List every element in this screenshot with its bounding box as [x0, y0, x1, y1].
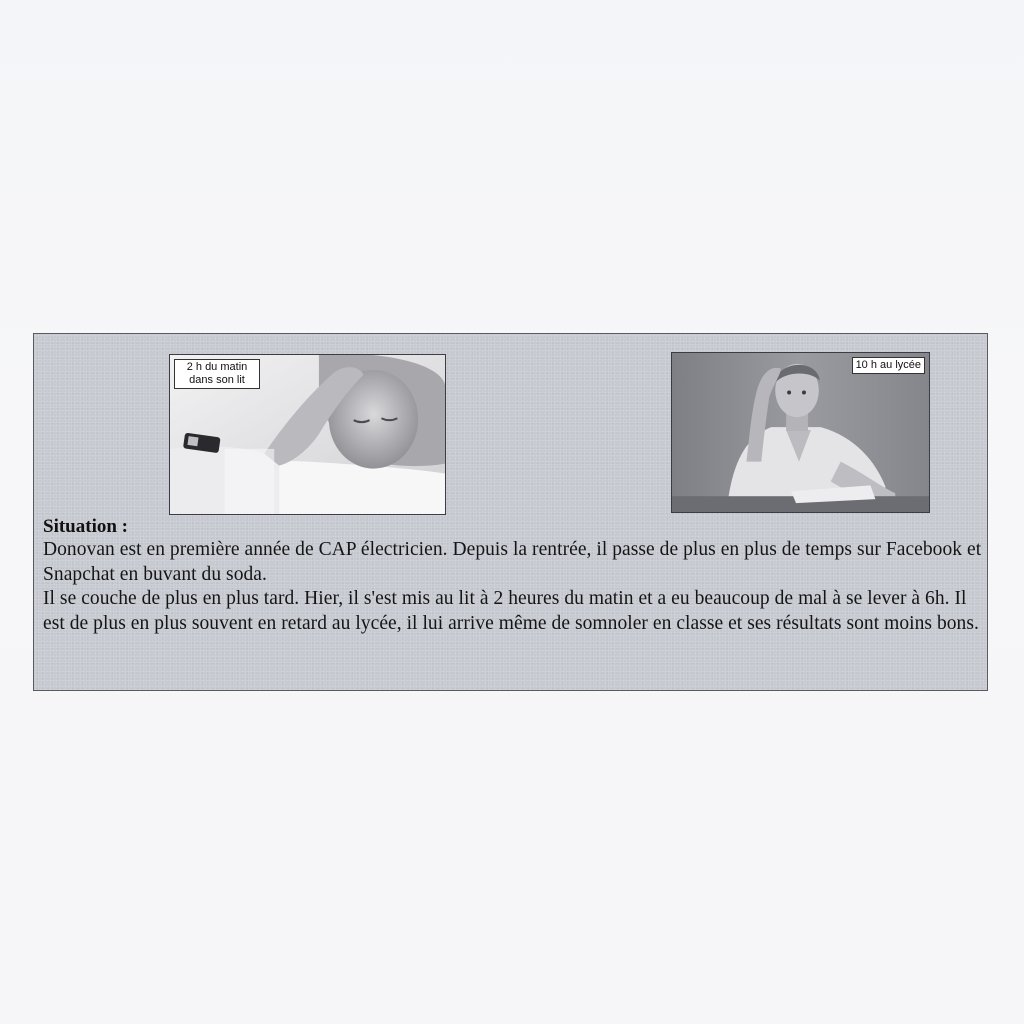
situation-box — [33, 333, 988, 691]
situation-title: Situation : — [43, 516, 128, 537]
caption-night-line2: dans son lit — [189, 374, 245, 386]
situation-text — [43, 538, 983, 636]
caption-night-line1: 2 h du matin — [186, 361, 248, 373]
photo-night-in-bed — [169, 354, 446, 515]
caption-school: 10 h au lycée — [852, 357, 925, 374]
caption-night — [174, 359, 260, 389]
situation-paragraph-1: Donovan est en première année de CAP électricien. Depuis la rentrée, il passe de plus en plus de temps sur Facebook et Snapchat en buvant du soda. — [43, 539, 982, 585]
photo-morning-at-school — [671, 352, 930, 513]
school-desk-illustration — [672, 353, 929, 512]
situation-paragraph-2: Il se couche de plus en plus tard. Hier, il s'est mis au lit à 2 heures du matin et a eu beaucoup de mal à se lever à 6h. Il est de plus en plus souvent en retard au lycée, il lui arrive même de somnoler en classe et ses résultats sont moins bons. — [43, 588, 979, 634]
